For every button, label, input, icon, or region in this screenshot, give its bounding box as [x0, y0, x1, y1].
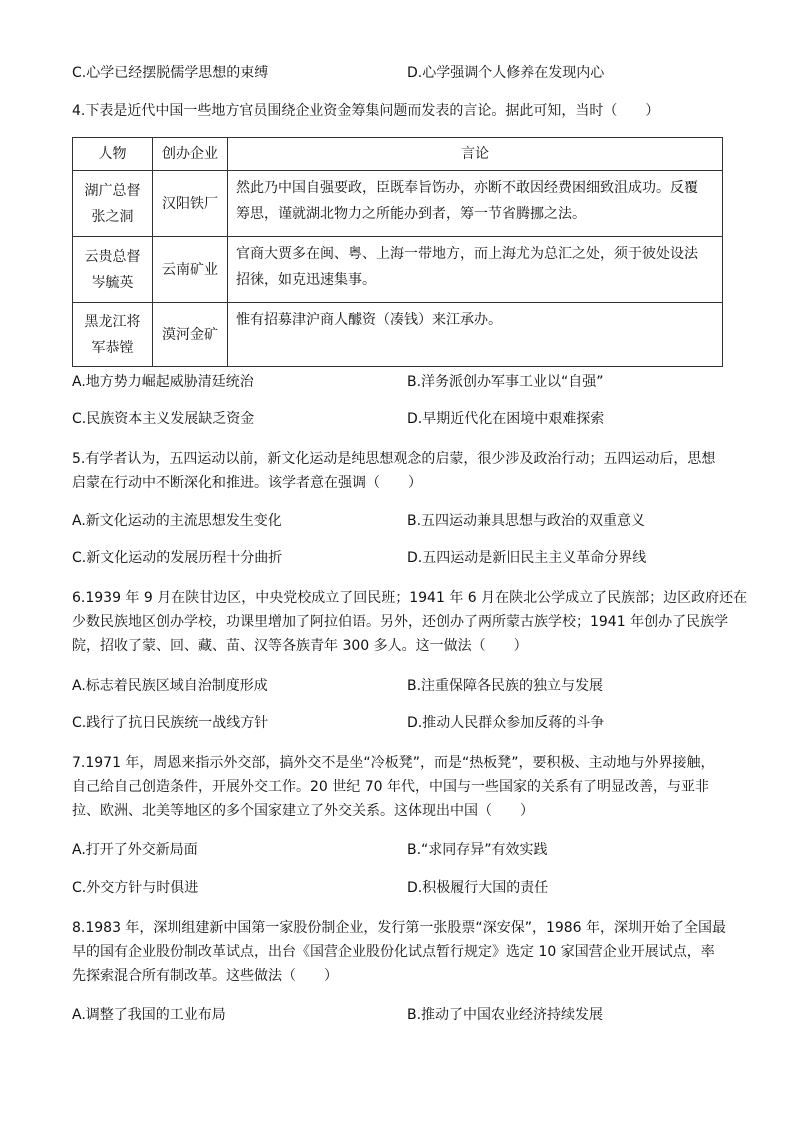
header-speech: 言论	[228, 138, 723, 171]
person-line: 黑龙江将	[84, 313, 141, 330]
q7-option-b: B.“求同存异”有效实践	[407, 842, 548, 858]
person-line: 军恭镗	[91, 339, 134, 356]
q6-stem-line: 院，招收了蒙、回、藏、苗、汉等各族青年 300 多人。这一做法（ ）	[72, 638, 528, 654]
speech-cell	[228, 303, 723, 367]
q4-option-d: D.早期近代化在困境中艰难探索	[407, 411, 605, 427]
q4-table	[72, 137, 723, 367]
person-cell	[73, 237, 153, 303]
table-row	[73, 171, 723, 237]
q6-stem-line: 少数民族地区创办学校，功课里增加了阿拉伯语。另外，还创办了两所蒙古族学校；1941 年创办了民族学	[72, 614, 729, 630]
q6-option-b: B.注重保障各民族的独立与发展	[407, 678, 604, 694]
q7-option-a: A.打开了外交新局面	[72, 842, 198, 858]
speech-line: 招徕，如克迅速集事。	[236, 272, 376, 288]
q4-option-a: A.地方势力崛起威胁清廷统治	[72, 374, 254, 390]
q3-option-d: D.心学强调个人修养在发现内心	[407, 65, 605, 81]
speech-cell	[228, 171, 723, 237]
person-line: 张之洞	[91, 208, 134, 225]
person-cell	[73, 171, 153, 237]
q5-option-a: A.新文化运动的主流思想发生变化	[72, 513, 282, 529]
table-row	[73, 237, 723, 303]
person-line: 云贵总督	[84, 248, 141, 265]
q7-stem-line: 自己给自己创造条件，开展外交工作。20 世纪 70 年代，中国与一些国家的关系有了明显改善，与亚非	[72, 779, 709, 795]
q7-option-d: D.积极履行大国的责任	[407, 880, 549, 896]
speech-line: 官商大贾多在闽、粤、上海一带地方，而上海尤为总汇之处，须于彼处设法	[236, 246, 698, 262]
header-enterprise: 创办企业	[153, 138, 228, 171]
q3-option-c: C.心学已经摆脱儒学思想的束缚	[72, 65, 269, 81]
person-cell	[73, 303, 153, 367]
table-row	[73, 303, 723, 367]
q4-option-c: C.民族资本主义发展缺乏资金	[72, 411, 255, 427]
q6-option-c: C.践行了抗日民族统一战线方针	[72, 715, 269, 731]
q8-option-b: B.推动了中国农业经济持续发展	[407, 1007, 604, 1023]
speech-line: 然此乃中国自强要政，臣既奉旨饬办，亦断不敢因经费困细致沮成功。反覆	[236, 180, 698, 196]
enterprise-cell: 漠河金矿	[153, 303, 228, 367]
q6-stem-line: 6.1939 年 9 月在陕甘边区，中央党校成立了回民班；1941 年 6 月在陕北公学成立了民族部；边区政府还在	[72, 590, 748, 606]
enterprise-cell: 云南矿业	[153, 237, 228, 303]
enterprise-cell: 汉阳铁厂	[153, 171, 228, 237]
q5-option-c: C.新文化运动的发展历程十分曲折	[72, 550, 283, 566]
q5-stem-line: 启蒙在行动中不断深化和推进。该学者意在强调（ ）	[72, 475, 422, 491]
header-person: 人物	[73, 138, 153, 171]
q5-option-b: B.五四运动兼具思想与政治的双重意义	[407, 513, 646, 529]
q8-option-a: A.调整了我国的工业布局	[72, 1007, 226, 1023]
person-line: 湖广总督	[84, 182, 141, 199]
speech-cell	[228, 237, 723, 303]
q7-option-c: C.外交方针与时俱进	[72, 880, 199, 896]
speech-line: 筹思，谨就湖北物力之所能办到者，筹一节省腾挪之法。	[236, 206, 586, 222]
q7-stem-line: 拉、欧洲、北美等地区的多个国家建立了外交关系。这体现出中国（ ）	[72, 803, 534, 819]
q5-option-d: D.五四运动是新旧民主主义革命分界线	[407, 550, 647, 566]
q8-stem-line: 早的国有企业股份制改革试点，出台《国营企业股份化试点暂行规定》选定 10 家国营企业开展试点，率	[72, 944, 715, 960]
table-header-row	[73, 138, 723, 171]
speech-line: 惟有招募津沪商人醵资（凑钱）来江承办。	[236, 312, 502, 328]
q4-option-b: B.洋务派创办军事工业以“自强”	[407, 374, 604, 390]
q5-stem-line: 5.有学者认为，五四运动以前，新文化运动是纯思想观念的启蒙，很少涉及政治行动；五四运动后，思想	[72, 451, 716, 467]
q4-stem: 4.下表是近代中国一些地方官员围绕企业资金筹集问题而发表的言论。据此可知，当时（ ）	[72, 103, 660, 119]
q6-option-a: A.标志着民族区域自治制度形成	[72, 678, 268, 694]
q7-stem-line: 7.1971 年，周恩来指示外交部，搞外交不是坐“冷板凳”，而是“热板凳”，要积极、主动地与外界接触，	[72, 755, 715, 771]
q6-option-d: D.推动人民群众参加反蒋的斗争	[407, 715, 605, 731]
q8-stem-line: 先探索混合所有制改革。这些做法（ ）	[72, 968, 338, 984]
person-line: 岑毓英	[91, 274, 134, 291]
q8-stem-line: 8.1983 年，深圳组建新中国第一家股份制企业，发行第一张股票“深安保”，1986 年，深圳开始了全国最	[72, 920, 727, 936]
